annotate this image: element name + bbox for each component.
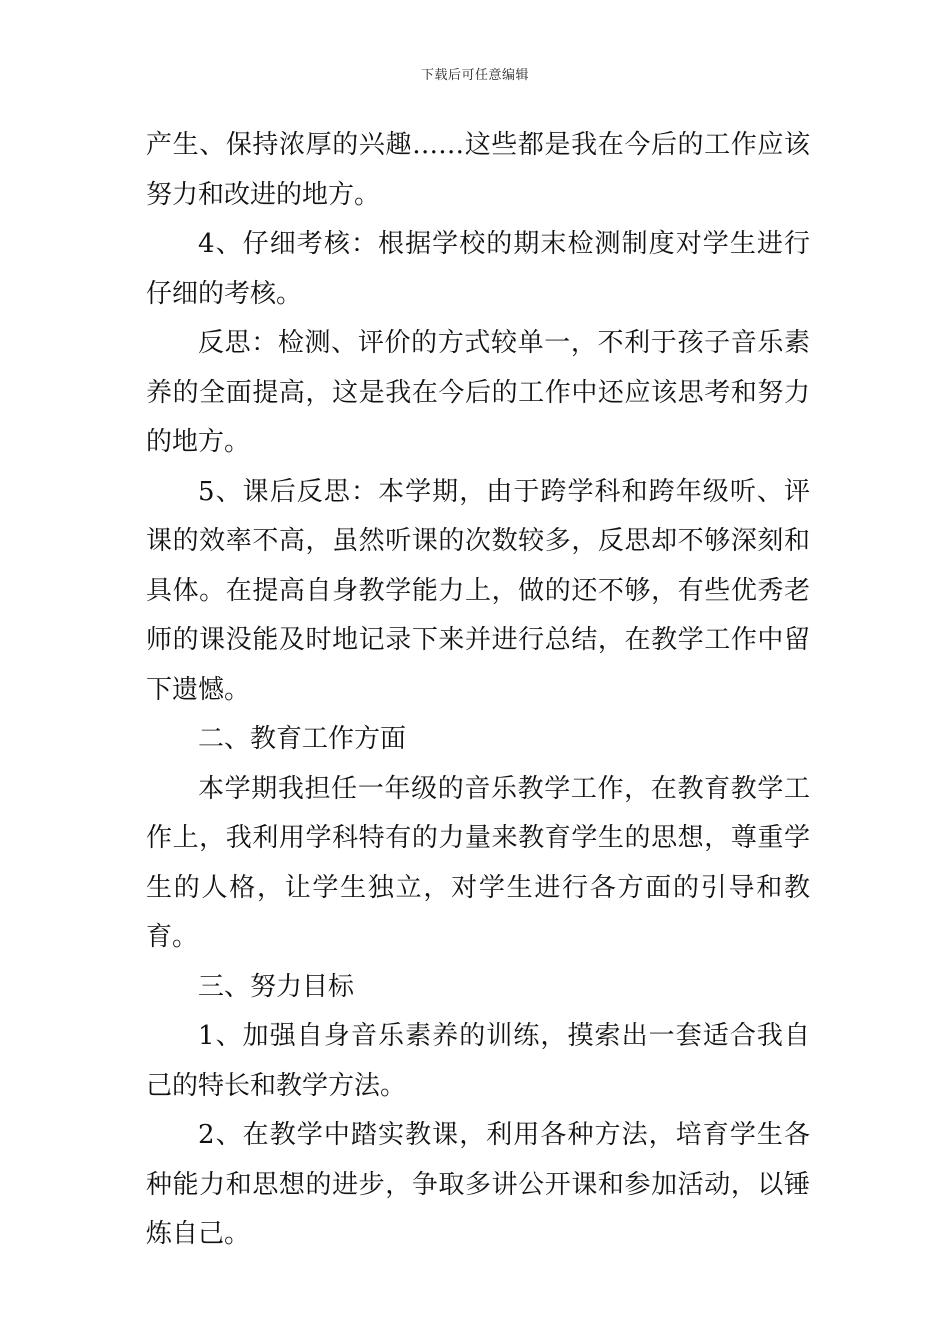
paragraph-reflection: 反思：检测、评价的方式较单一，不利于孩子音乐素养的全面提高，这是我在今后的工作中还应该思考和努力的地方。 (146, 328, 810, 457)
section-heading-goals: 三、努力目标 (198, 971, 355, 1002)
paragraph-item-4-assessment: 4、仔细考核：根据学校的期末检测制度对学生进行仔细的考核。 (146, 229, 810, 309)
paragraph-item-5-after-class-reflection: 5、课后反思：本学期，由于跨学科和跨年级听、评课的效率不高，虽然听课的次数较多，反思却不够深刻和具体。在提高自身教学能力上，做的还不够，有些优秀老师的课没能及时地记录下来并进行总结，在教学工作中留下遗憾。 (146, 476, 810, 705)
paragraph-goal-1: 1、加强自身音乐素养的训练，摸索出一套适合我自己的特长和教学方法。 (146, 1021, 810, 1101)
section-heading-education-work: 二、教育工作方面 (198, 724, 407, 754)
paragraph-goal-2: 2、在教学中踏实教课，利用各种方法，培育学生各种能力和思想的进步，争取多讲公开课和参加活动，以锤炼自己。 (146, 1120, 810, 1249)
page-header: 下载后可任意编辑 (420, 68, 529, 83)
document-body (146, 121, 810, 1260)
paragraph-education-work: 本学期我担任一年级的音乐教学工作，在教育教学工作上，我利用学科特有的力量来教育学生的思想，尊重学生的人格，让学生独立，对学生进行各方面的引导和教育。 (146, 773, 810, 952)
paragraph-continuation: 产生、保持浓厚的兴趣……这些都是我在今后的工作应该努力和改进的地方。 (146, 130, 810, 210)
